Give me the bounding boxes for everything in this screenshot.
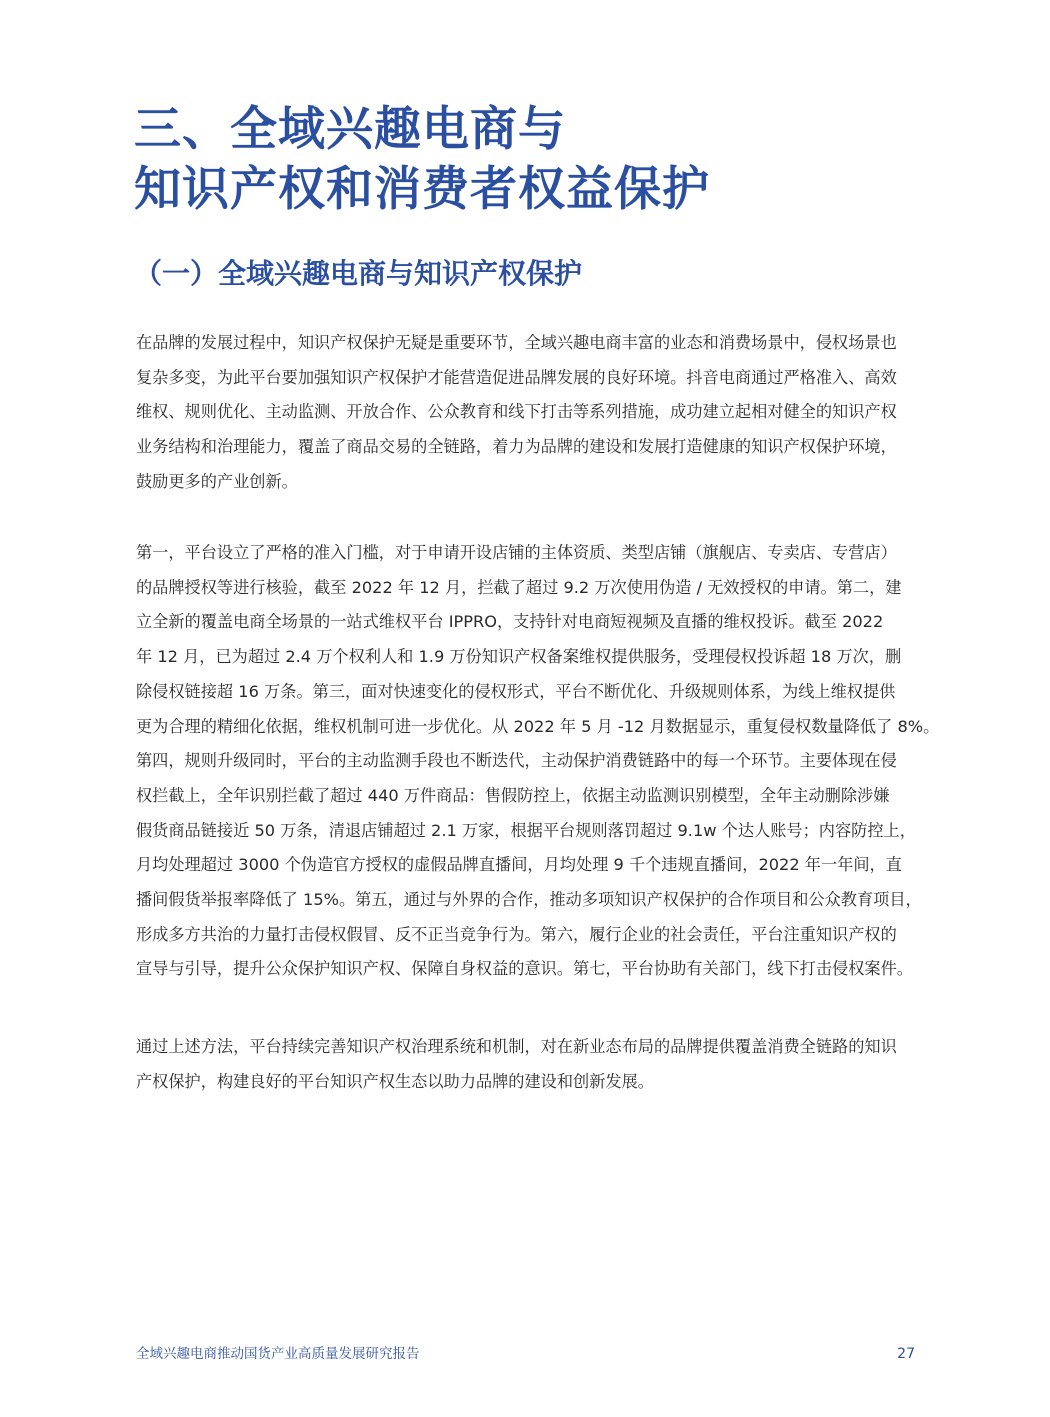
- paragraph-line: 月均处理超过 3000 个伪造官方授权的虚假品牌直播间，月均处理 9 千个违规直播间，2022 年一年间，直: [136, 855, 902, 875]
- paragraph-intro: [136, 326, 916, 500]
- paragraph-line: 更为合理的精细化依据，维权机制可进一步优化。从 2022 年 5 月 -12 月数据显示，重复侵权数量降低了 8%。: [136, 716, 940, 736]
- paragraph-line: 第一，平台设立了严格的准入门槛，对于申请开设店铺的主体资质、类型店铺（旗舰店、专卖店、专营店）: [136, 543, 897, 562]
- paragraph-line: 的品牌授权等进行核验，截至 2022 年 12 月，拦截了超过 9.2 万次使用伪造 / 无效授权的申请。第二，建: [136, 577, 902, 597]
- paragraph-line: 立全新的覆盖电商全场景的一站式维权平台 IPPRO，支持针对电商短视频及直播的维权投诉。截至 2022: [136, 612, 884, 632]
- paragraph-line: 第四，规则升级同时，平台的主动监测手段也不断迭代，主动保护消费链路中的每一个环节。主要体现在侵: [136, 751, 897, 771]
- paragraph-line: 播间假货举报率降低了 15%。第五，通过与外界的合作，推动多项知识产权保护的合作项目和公众教育项目，: [136, 890, 922, 910]
- paragraph-line: 形成多方共治的力量打击侵权假冒、反不正当竞争行为。第六，履行企业的社会责任，平台注重知识产权的: [136, 924, 897, 944]
- paragraph-line: 年 12 月，已为超过 2.4 万个权利人和 1.9 万份知识产权备案维权提供服务，受理侵权投诉超 18 万次，删: [136, 647, 902, 667]
- paragraph-line: 在品牌的发展过程中，知识产权保护无疑是重要环节，全域兴趣电商丰富的业态和消费场景中，侵权场景也: [136, 333, 897, 352]
- paragraph-line: 权拦截上，全年识别拦截了超过 440 万件商品：售假防控上，依据主动监测识别模型，全年主动删除涉嫌: [136, 785, 890, 805]
- paragraph-line: 鼓励更多的产业创新。: [136, 471, 298, 491]
- footer-report-title: 全域兴趣电商推动国货产业高质量发展研究报告: [136, 1346, 420, 1362]
- paragraph-line: 复杂多变，为此平台要加强知识产权保护才能营造促进品牌发展的良好环境。抖音电商通过严格准入、高效: [136, 367, 897, 387]
- paragraph-line: 通过上述方法，平台持续完善知识产权治理系统和机制，对在新业态布局的品牌提供覆盖消费全链路的知识: [136, 1037, 897, 1056]
- paragraph-line: 产权保护，构建良好的平台知识产权生态以助力品牌的建设和创新发展。: [136, 1071, 654, 1091]
- paragraph-measures: [136, 536, 940, 987]
- chapter-title-line-2: 知识产权和消费者权益保护: [134, 162, 710, 217]
- paragraph-line: 维权、规则优化、主动监测、开放合作、公众教育和线下打击等系列措施，成功建立起相对健全的知识产权: [136, 402, 897, 422]
- paragraph-line: 假货商品链接近 50 万条，清退店铺超过 2.1 万家，根据平台规则落罚超过 9.1w 个达人账号；内容防控上，: [136, 820, 916, 840]
- section-heading: （一）全域兴趣电商与知识产权保护: [134, 257, 583, 290]
- paragraph-line: 业务结构和治理能力，覆盖了商品交易的全链路，着力为品牌的建设和发展打造健康的知识产权保护环境，: [136, 437, 897, 457]
- paragraph-conclusion: [136, 1030, 916, 1099]
- page-number: 27: [897, 1346, 915, 1362]
- chapter-title: [134, 100, 934, 220]
- paragraph-line: 宣导与引导，提升公众保护知识产权、保障自身权益的意识。第七，平台协助有关部门，线下打击侵权案件。: [136, 959, 913, 979]
- chapter-title-line-1: 三、全域兴趣电商与: [134, 102, 566, 157]
- paragraph-line: 除侵权链接超 16 万条。第三，面对快速变化的侵权形式，平台不断优化、升级规则体系，为线上维权提供: [136, 681, 896, 701]
